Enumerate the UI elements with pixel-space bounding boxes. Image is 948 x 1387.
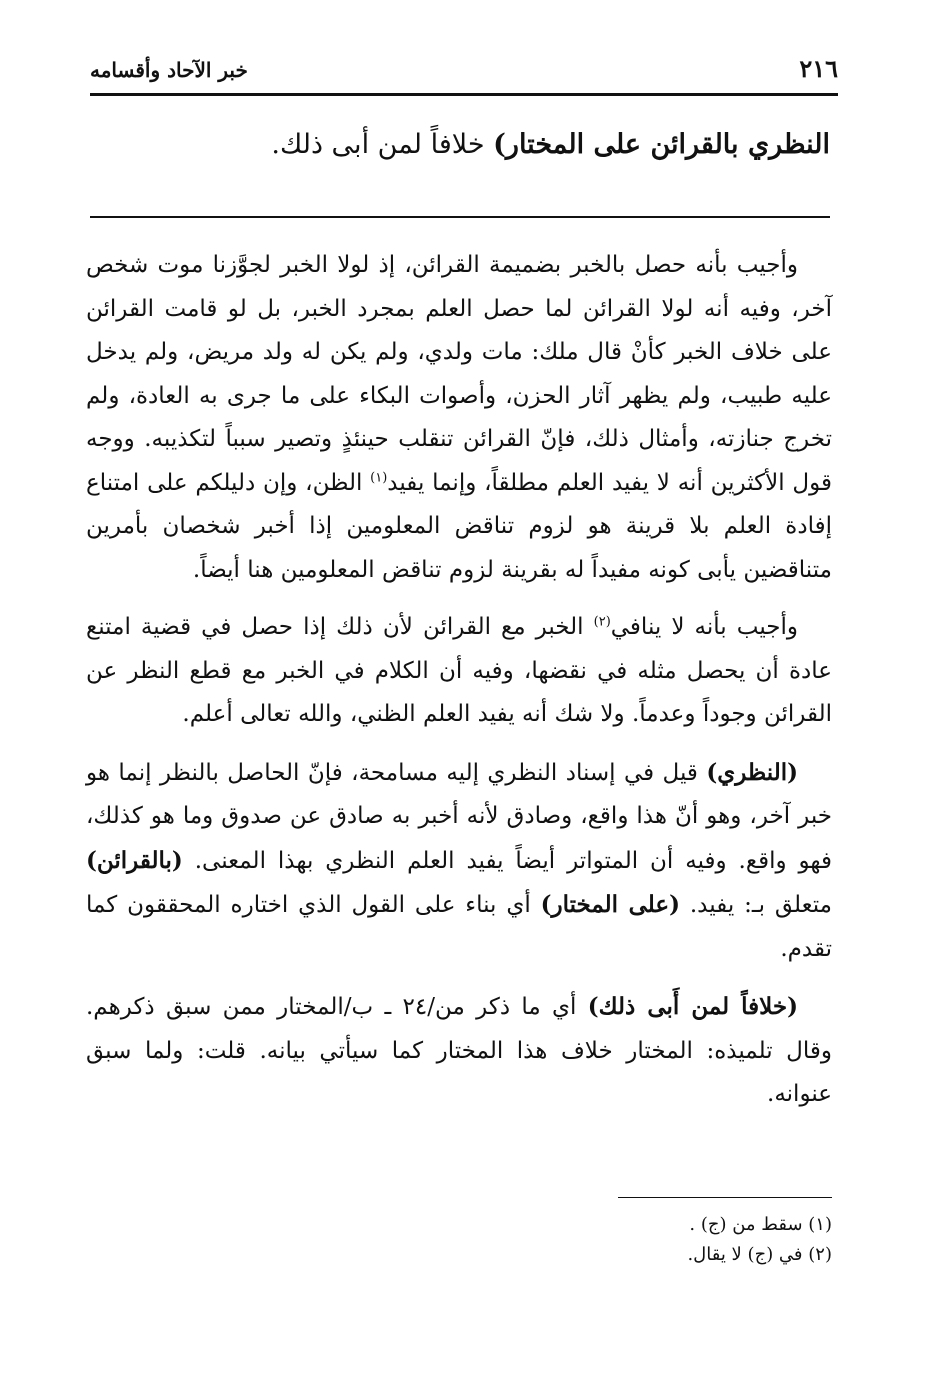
matn-text bbox=[90, 122, 830, 168]
paragraph-3-text-c: أي بناء على القول الذي اختاره المحققون كما تقدم. bbox=[86, 892, 832, 962]
matn-bold-part: النظري بالقرائن على المختار) bbox=[493, 129, 830, 160]
footnote-ref-1: (١) bbox=[370, 469, 388, 485]
running-title: خبر الآحاد وأقسامه bbox=[90, 58, 248, 82]
footnote-2: (٢) في (ج) لا يقال. bbox=[687, 1244, 832, 1265]
paragraph-3-text-b: متعلق بـ: يفيد. bbox=[680, 892, 832, 918]
footnotes bbox=[400, 1210, 832, 1270]
paragraph-3-text-a: قيل في إسناد النظري إليه مسامحة، فإنّ الحاصل بالنظر إنما هو خبر آخر، وهو أنّ هذا واقع، وصادق لأنه أخبر به صادق عن صدوق وما هو كذلك، فهو واقع. وفيه أن المتواتر أيضاً يفيد العلم النظري بهذا المعنى. bbox=[86, 759, 832, 874]
commentary-paragraph-4 bbox=[86, 985, 832, 1117]
page-header bbox=[90, 52, 838, 92]
matn-divider bbox=[90, 216, 830, 218]
commentary bbox=[86, 244, 832, 1131]
paragraph-1-text-a: وأجيب بأنه حصل بالخبر بضميمة القرائن، إذ لولا الخبر لجوَّزنا موت شخص آخر، وفيه أنه لولا القرائن لما حصل العلم بمجرد الخبر، بل لو قامت القرائن على خلاف الخبر كأنْ قال ملك: مات ولدي، ولم يكن له ولد مريض، ولم يدخل عليه طبيب، ولم يظهر آثار الحزن، وأصوات البكاء على ما جرى به العادة، ولم تخرج جنازته، وأمثال ذلك، فإنّ القرائن تنقلب حينئذٍ وتصير سبباً لتكذيبه. ووجه قول الأكثرين أنه لا يفيد العلم مطلقاً، وإنما يفيد bbox=[86, 252, 832, 496]
paragraph-2-text-a: وأجيب بأنه لا ينافي bbox=[610, 614, 798, 640]
term-ala-al-mukhtar: (على المختار) bbox=[540, 891, 681, 918]
term-nazari: (النظري) bbox=[706, 758, 798, 786]
header-rule bbox=[90, 93, 838, 96]
term-bil-qaraen: (بالقرائن) bbox=[86, 846, 183, 874]
matn-rest: خلافاً لمن أبى ذلك. bbox=[271, 129, 494, 160]
paragraph-4-text-a: أي ما ذكر من/٢٤ ـ ب/المختار ممن سبق ذكرهم. وقال تلميذه: المختار خلاف هذا المختار كما سيأتي بيانه. قلت: ولما سبق عنوانه. bbox=[86, 994, 832, 1107]
paragraph-1-text-b: الظن، وإن دليلكم على امتناع إفادة العلم بلا قرينة هو لزوم تناقض المعلومين إذا أخبر شخصان بأمرين متناقضين يأبى كونه مفيداً له بقرينة لزوم تناقض المعلومين هنا أيضاً. bbox=[86, 469, 832, 583]
commentary-paragraph-1 bbox=[86, 244, 832, 592]
footnote-ref-2: (٢) bbox=[593, 614, 611, 630]
commentary-paragraph-3 bbox=[86, 751, 832, 972]
page-number: ٢١٦ bbox=[799, 54, 838, 83]
footnote-divider bbox=[618, 1197, 832, 1198]
commentary-paragraph-2 bbox=[86, 606, 832, 737]
footnote-1: (١) سقط من (ج) . bbox=[689, 1214, 832, 1235]
paragraph-2-text-b: الخبر مع القرائن لأن ذلك إذا حصل في قضية امتنع عادة أن يحصل مثله في نقضها، وفيه أن الكلام في الخبر مع قطع النظر عن القرائن وجوداً وعدماً. ولا شك أنه يفيد العلم الظني، والله تعالى أعلم. bbox=[86, 614, 832, 727]
term-khilafan: (خلافاً لمن أَبى ذلك) bbox=[587, 993, 798, 1020]
